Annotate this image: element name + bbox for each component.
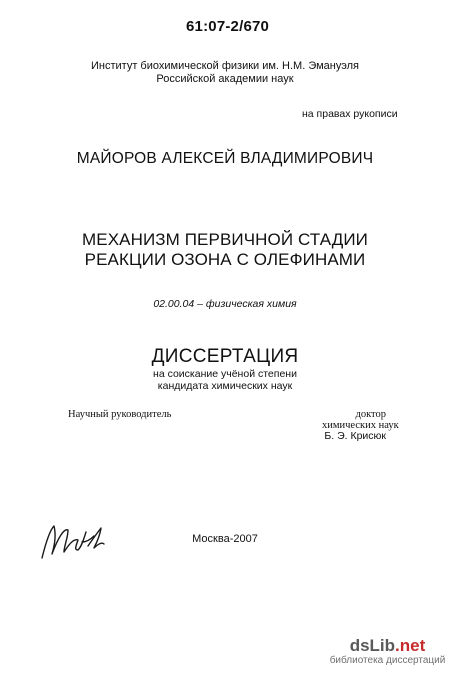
- supervisor-degree-line-2: химических наук: [322, 420, 399, 431]
- dissertation-title: [0, 230, 450, 270]
- institution-line-1: Институт биохимической физики им. Н.М. Эмануэля: [91, 60, 359, 72]
- watermark-brand-main: dsLib: [349, 636, 396, 655]
- degree-description: [0, 368, 450, 392]
- supervisor-name: Б. Э. Крисюк: [324, 430, 386, 442]
- watermark-brand: [325, 636, 450, 655]
- city-year: Москва-2007: [192, 533, 258, 545]
- document-code: 61:07-2/670: [186, 18, 270, 35]
- supervisor-label: Научный руководитель: [68, 409, 172, 420]
- watermark-subtitle: библиотека диссертаций: [329, 655, 446, 666]
- specialty-code: 02.00.04 – физическая химия: [153, 298, 297, 310]
- manuscript-rights-note: на правах рукописи: [302, 108, 398, 120]
- institution-line-2: Российской академии наук: [156, 73, 294, 85]
- supervisor-details: [322, 409, 399, 442]
- institution-block: [0, 60, 450, 86]
- degree-line-1: на соискание учёной степени: [153, 368, 297, 380]
- dissertation-heading: ДИССЕРТАЦИЯ: [151, 346, 299, 367]
- title-line-1: МЕХАНИЗМ ПЕРВИЧНОЙ СТАДИИ: [82, 230, 368, 249]
- watermark-brand-tld: .net: [395, 636, 426, 655]
- author-name: МАЙОРОВ АЛЕКСЕЙ ВЛАДИМИРОВИЧ: [76, 150, 374, 167]
- title-line-2: РЕАКЦИИ ОЗОНА С ОЛЕФИНАМИ: [84, 250, 366, 269]
- supervisor-degree-line-1: доктор: [355, 409, 386, 420]
- dslib-watermark: [325, 636, 450, 667]
- degree-line-2: кандидата химических наук: [157, 380, 293, 392]
